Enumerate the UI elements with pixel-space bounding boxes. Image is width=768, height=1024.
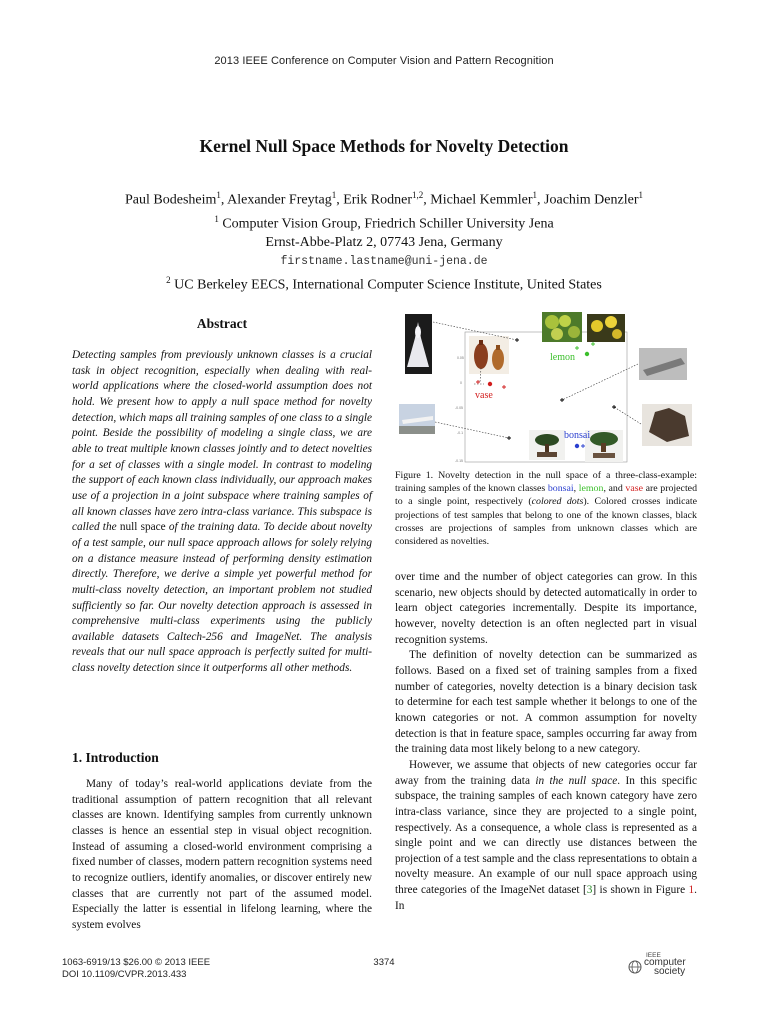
airplane-image [399, 404, 435, 434]
figure-1-caption [395, 469, 697, 548]
caption-vase: vase [625, 483, 643, 495]
paragraph-part: However, we assume that objects of new categories occur far away from the training data [395, 758, 697, 787]
lemon-images [542, 312, 625, 342]
ieee-computer-society-logo [628, 952, 708, 982]
author-name: Michael Kemmler [430, 192, 533, 208]
class-lemon-point [575, 342, 595, 356]
svg-text:-0.1: -0.1 [457, 431, 464, 435]
caption-lemon: lemon [578, 483, 604, 495]
paragraph-part: . In [395, 884, 697, 912]
author-block [0, 186, 768, 295]
intro-paragraph-2: The definition of novelty detection can be summarized as follows. Based on a fixed set of training samples from a fixed number of categories, novelty detection is a binary decision task to determine for each test sample whether it belongs to one of the known categories or not. A common assumption for novelty detection is that in feature space, samples occurring far away from the training data most likely belong to a new category. [395, 649, 697, 756]
label-lemon: lemon [550, 352, 575, 363]
paragraph-part: ] is shown in Figure [592, 884, 689, 897]
caption-part: , [573, 483, 579, 495]
class-bonsai-point [575, 444, 585, 448]
intro-paragraph-3 [395, 758, 697, 915]
author-name: Joachim Denzler [544, 192, 639, 208]
caption-bonsai: bonsai [547, 483, 574, 495]
page-number: 3374 [373, 957, 395, 968]
citation-link[interactable]: 3 [586, 884, 593, 897]
affiliation-2 [0, 271, 768, 295]
intro-paragraph-1-continued: over time and the number of object categories can grow. In this scenario, new objects should by detected automatically in order to learn object categories incrementally. Despite its importance, however, novelty detection is an often neglected part in visual recognition systems. [395, 571, 697, 646]
paper-title: Kernel Null Space Methods for Novelty Detection [199, 136, 569, 156]
svg-text:0: 0 [460, 381, 462, 385]
globe-icon [628, 960, 642, 974]
section-heading-introduction: 1. Introduction [72, 750, 159, 765]
logo-society-text: society [654, 966, 686, 977]
affiliation-mark: 2 [166, 275, 171, 286]
plot-ticks [455, 356, 464, 463]
abstract-part: Detecting samples from previously unknown classes is a crucial task in object recognition, especially when dealing with real-world applications where the closed-world assumption does not hold. We present how to apply a null space method for novelty detection, which maps all training samples of one class to a single point. Beside the possibility of modeling a single class, we are able to treat multiple known classes jointly and to detect novelties for a set of classes with a single model. In contrast to modeling the support of each known class individually, our approach makes use of a projection in a joint subspace where training samples of all known classes have zero intra-class variance. This subspace is called the [72, 349, 372, 534]
affiliation-1 [0, 210, 768, 234]
svg-text:0.05: 0.05 [457, 356, 464, 360]
svg-text:-0.15: -0.15 [455, 459, 463, 463]
caption-part: , and [603, 483, 626, 495]
author-affiliation-mark: 1 [331, 190, 337, 200]
train-image [639, 348, 687, 380]
figure-1-plot [397, 312, 697, 467]
svg-text:-0.05: -0.05 [455, 406, 463, 410]
caption-part: are projected to a single point, respectively ( [395, 483, 698, 508]
logo-computer-text: computer [644, 957, 686, 968]
caption-part: Figure 1. Novelty detection in the null space of a three-class-example: training samples of the known classes [395, 470, 697, 495]
paragraph-emphasis: in the null space [535, 774, 618, 787]
author-affiliation-mark: 1,2 [412, 190, 424, 200]
figure-reference-link[interactable]: 1 [688, 884, 695, 897]
author-name: Erik Rodner [343, 192, 413, 208]
label-vase: vase [475, 390, 493, 401]
author-name: Alexander Freytag [227, 192, 332, 208]
abstract-text [72, 348, 372, 677]
footer-issn: 1063-6919/13 $26.00 © 2013 IEEE [62, 957, 211, 968]
author-affiliation-mark: 1 [216, 190, 221, 200]
author-email: firstname.lastname@uni-jena.de [280, 255, 488, 269]
vase-images [469, 336, 509, 374]
affiliation-name: Computer Vision Group, Friedrich Schiller University Jena [222, 216, 554, 232]
caption-emphasis: colored dots [531, 496, 584, 508]
author-name: Paul Bodesheim [125, 192, 217, 208]
class-vase-point [476, 380, 506, 389]
affiliation-name: UC Berkeley EECS, International Computer Science Institute, United States [174, 277, 602, 293]
author-affiliation-mark: 1 [638, 190, 643, 200]
logo-ieee-text: IEEE [646, 952, 661, 959]
footer-doi: DOI 10.1109/CVPR.2013.433 [62, 969, 187, 980]
paragraph-part: . In this specific subspace, the training samples of each known category have zero intra-class variance, since they are projected to a single point, respectively. As a consequence, a whole class is represented as a single point and we can directly use distances between the projection of a test sample and the class representations to obtain a novelty measure. An example of our null space approach using three categories of the ImageNet dataset [ [395, 774, 698, 897]
conference-header: 2013 IEEE Conference on Computer Vision and Pattern Recognition [214, 55, 554, 67]
affiliation-1-address: Ernst-Abbe-Platz 2, 07743 Jena, Germany [265, 235, 503, 251]
affiliation-mark: 1 [214, 213, 219, 224]
caption-part: ). Colored crosses indicate projections of test samples that belong to one of the known classes, black crosses are projections of samples from unknown classes which are considered as novelties. [395, 496, 697, 548]
author-list: Paul Bodesheim$^1$, Alexander Freytag$^1$, Erik Rodner$^{1,2}$, Michael Kemmler$^1$, Joachim Denzler$^1$ [125, 190, 643, 208]
abstract-heading: Abstract [196, 316, 248, 331]
author-affiliation-mark: 1 [532, 190, 538, 200]
abstract-part: of the training data. To decide about novelty of a test sample, our null space approach allows for solely relying on a distance measure instead of performing density estimation directly. Therefore, we derive a simple yet powerful method for multi-class novelty detection, an important problem not studied sufficiently so far. Our novelty detection approach is assessed in comprehensive multi-class experiments using the publicly available datasets Caltech-256 and ImageNet. The analysis reveals that our null space approach is perfectly suited for multi-class novelty detection since it outperforms all other methods. [72, 521, 372, 675]
abstract-emphasis: null space [119, 521, 166, 534]
rock-image [642, 404, 692, 446]
wedding-dress-image [405, 314, 432, 374]
label-bonsai: bonsai [564, 430, 591, 441]
right-column-text [395, 570, 697, 914]
intro-paragraph-1: Many of today’s real-world applications deviate from the traditional assumption of pattern recognition that all relevant classes are known. Identifying samples from currently unknown classes is hence an essential step in visual object recognition. Instead of assuming a closed-world environment comprising a fixed number of classes, modern pattern recognition systems need to recognize outliers, identify anomalies, or discover entirely new classes that are currently not part of the assumed model. Especially the latter is essential in lifelong learning, where the system evolves [72, 778, 372, 931]
